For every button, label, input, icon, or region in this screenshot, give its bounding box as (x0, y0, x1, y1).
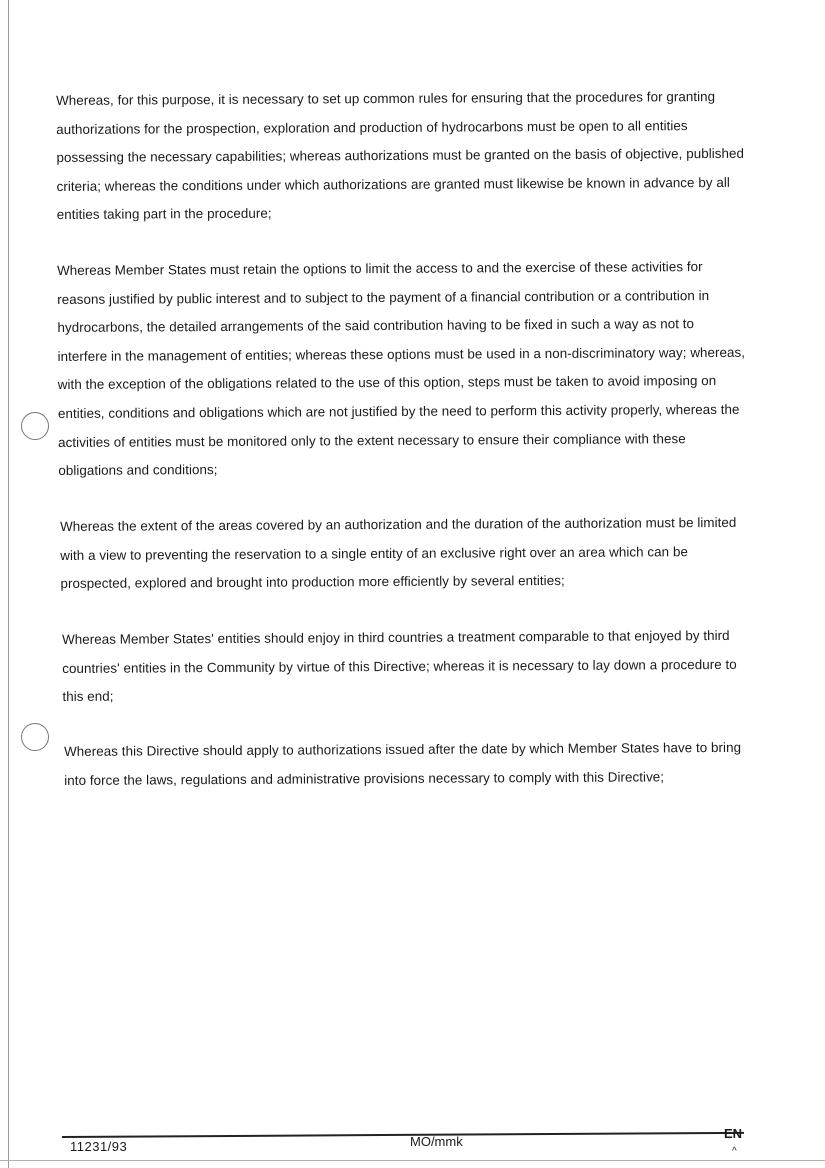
page-edge (8, 0, 9, 1168)
paragraph-3: Whereas the extent of the areas covered by an authorization and the duration of the authorization must be limited with a view to preventing the reservation to a single entity of an exclusive right over an area which can be prospected, explored and brought into production more efficiently by several entities; (60, 514, 737, 591)
punch-hole (21, 723, 49, 751)
document-reference: 11231/93 (70, 1139, 128, 1154)
page-footer (62, 1124, 752, 1164)
caret-mark: ^ (732, 1146, 737, 1157)
page-bottom-edge (0, 1160, 825, 1161)
paragraph-2: Whereas Member States must retain the options to limit the access to and the exercise of these activities for reasons justified by public interest and to subject to the payment of a financial contribution or a contribution in hydrocarbons, the detailed arrangements of the said contribution having to be fixed in such a way as not to interfere in the management of entities; whereas these options must be used in a non-discriminatory way; whereas, with the exception of the obligations related to the use of this option, steps must be taken to avoid imposing on entities, conditions and obligations which are not justified by the need to perform this activity properly, whereas the activities of entities must be monitored only to the extent necessary to ensure their compliance with these obligations and conditions; (57, 259, 746, 479)
footer-rule (62, 1132, 744, 1138)
language-code: EN (724, 1126, 743, 1141)
paragraph-5: Whereas this Directive should apply to authorizations issued after the date by which Member States have to bring into force the laws, regulations and administrative provisions necessary to comply with this Directive; (64, 740, 742, 788)
paragraph-1: Whereas, for this purpose, it is necessary to set up common rules for ensuring that the procedures for granting authorizations for the prospection, exploration and production of hydrocarbons must be open to all entities possessing the necessary capabilities; whereas authorizations must be granted on the basis of objective, published criteria; whereas the conditions under which authorizations are granted must likewise be known in advance by all entities taking part in the procedure; (56, 88, 745, 223)
document-body (56, 87, 746, 822)
author-initials: MO/mmk (410, 1134, 463, 1149)
paragraph-4: Whereas Member States' entities should enjoy in third countries a treatment comparable to that enjoyed by third countries' entities in the Community by virtue of this Directive; whereas it is necessary to lay down a procedure to this end; (62, 627, 737, 704)
punch-hole (21, 412, 49, 440)
